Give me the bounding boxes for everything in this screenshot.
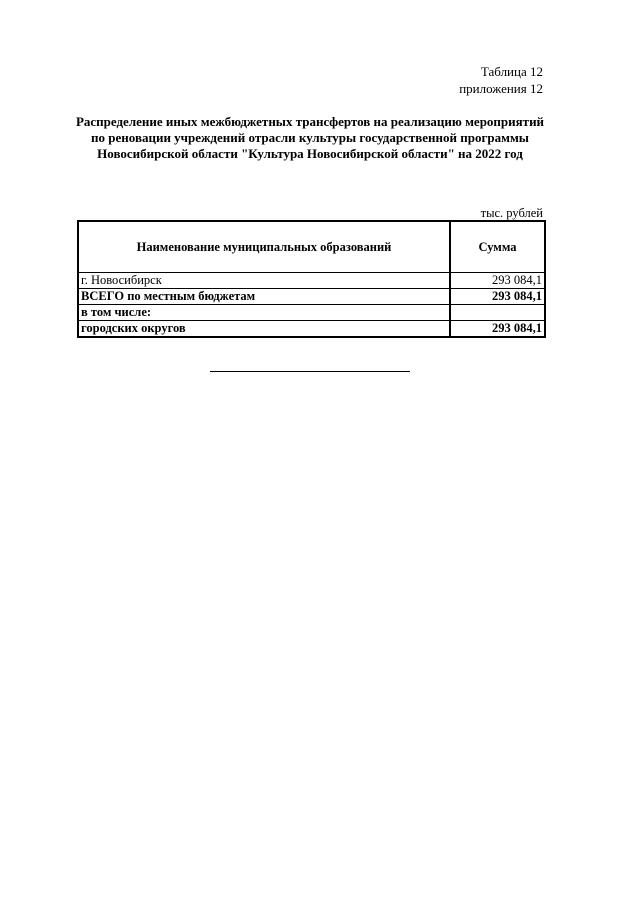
appendix-label: приложения 12 (459, 81, 543, 96)
row-amount-total: 293 084,1 (450, 289, 545, 305)
table-number-label: Таблица 12 (480, 64, 543, 79)
column-header-amount: Сумма (450, 221, 545, 273)
document-title: Распределение иных межбюджетных трансфертов на реализацию мероприятий по реновации учреждений отрасли культуры государственной программы Новосибирской области "Культура Новосибирской области" на 2022 год (75, 114, 545, 161)
table-row (78, 305, 545, 321)
row-name-city-districts: городских округов (78, 321, 450, 338)
table-row (78, 273, 545, 289)
table-row (78, 289, 545, 305)
closing-rule-line (210, 371, 410, 372)
units-label: тыс. рублей (480, 206, 543, 220)
table-row (78, 321, 545, 338)
table-header-row (78, 221, 545, 273)
row-name-novosibirsk: г. Новосибирск (78, 273, 450, 289)
column-header-name: Наименование муниципальных образований (78, 221, 450, 273)
row-name-total: ВСЕГО по местным бюджетам (78, 289, 450, 305)
row-name-including: в том числе: (78, 305, 450, 321)
row-amount-city-districts: 293 084,1 (450, 321, 545, 338)
row-amount-including (450, 305, 545, 321)
transfers-table (77, 220, 546, 338)
row-amount-novosibirsk: 293 084,1 (450, 273, 545, 289)
